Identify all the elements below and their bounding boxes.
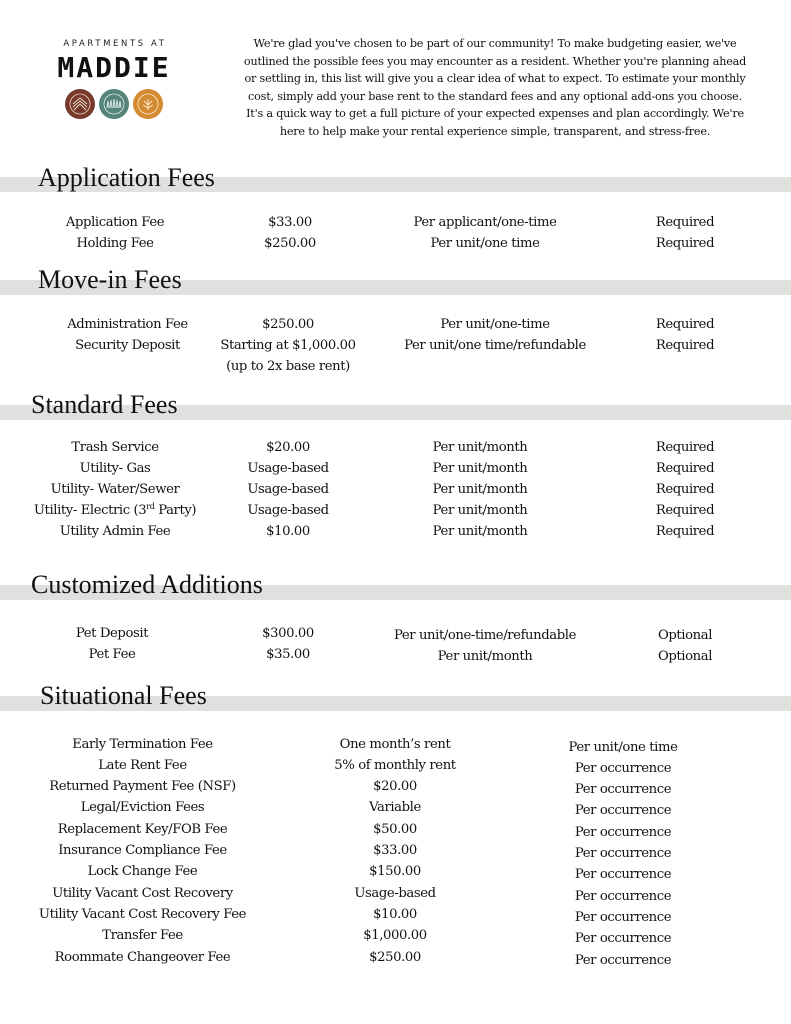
fee-status: Required [655, 440, 715, 455]
fee-name: Utility Admin Fee [59, 524, 171, 539]
fee-name: Lock Change Fee [87, 864, 198, 879]
fee-status: Required [655, 215, 715, 230]
section-title-application: Application Fees [38, 163, 215, 192]
fee-basis: Per unit/one time/refundable [404, 338, 586, 353]
fee-status: Required [655, 317, 715, 332]
fee-name: Late Rent Fee [98, 758, 187, 773]
fee-basis: Per occurrence [574, 889, 672, 904]
fee-name-prefix: Utility- Electric (3 [33, 503, 147, 518]
fee-basis: Per occurrence [574, 931, 672, 946]
fee-amount: $10.00 [373, 907, 417, 922]
fee-basis: Per unit/month [432, 482, 528, 497]
fee-status: Required [655, 503, 715, 518]
fee-status: Required [655, 461, 715, 476]
fee-amount: $20.00 [266, 440, 310, 455]
fee-amount: Variable [369, 800, 421, 815]
fee-amount: $300.00 [262, 626, 314, 641]
fee-basis: Per unit/one time [568, 740, 678, 755]
fee-basis: Per unit/one-time/refundable [393, 628, 577, 643]
fee-basis: Per occurrence [574, 846, 672, 861]
section-title-move-in: Move-in Fees [38, 265, 182, 294]
logo-subtitle: APARTMENTS AT [63, 39, 167, 49]
fee-basis: Per occurrence [574, 910, 672, 925]
fee-name [8, 500, 222, 521]
fee-amount: $20.00 [373, 779, 417, 794]
fee-basis: Per occurrence [574, 867, 672, 882]
fee-basis: Per unit/month [432, 503, 528, 518]
fee-amount: $1,000.00 [363, 928, 427, 943]
fee-name: Insurance Compliance Fee [58, 843, 227, 858]
fee-name: Application Fee [65, 215, 165, 230]
fee-name: Trash Service [71, 440, 159, 455]
fee-amount: $33.00 [373, 843, 417, 858]
fee-basis: Per occurrence [574, 761, 672, 776]
fee-name: Security Deposit [75, 338, 180, 353]
fee-basis: Per occurrence [574, 803, 672, 818]
fee-status: Required [655, 338, 715, 353]
fee-name: Administration Fee [67, 317, 188, 332]
fee-name: Utility Vacant Cost Recovery [52, 886, 233, 901]
logo [42, 38, 192, 119]
fee-name-suffix: Party) [154, 503, 197, 518]
fee-name-superscript: rd [146, 502, 155, 511]
fee-amount: Usage-based [354, 886, 436, 901]
fee-basis: Per unit/month [432, 461, 528, 476]
fee-status: Required [655, 482, 715, 497]
fee-name: Pet Deposit [75, 626, 149, 641]
fee-basis: Per unit/one time [430, 236, 540, 251]
fee-name: Transfer Fee [102, 928, 183, 943]
fee-amount: 5% of monthly rent [334, 758, 456, 773]
fee-name: Utility Vacant Cost Recovery Fee [38, 907, 247, 922]
fee-basis: Per unit/month [437, 649, 533, 664]
fee-name: Legal/Eviction Fees [80, 800, 205, 815]
fee-basis: Per unit/one-time [440, 317, 550, 332]
fee-basis: Per unit/month [432, 440, 528, 455]
logo-name: MADDIE [57, 51, 171, 84]
section-title-standard: Standard Fees [31, 390, 178, 419]
fee-basis: Per unit/month [432, 524, 528, 539]
fee-status: Optional [657, 628, 713, 643]
fee-amount: $33.00 [268, 215, 312, 230]
fee-basis: Per occurrence [574, 782, 672, 797]
fee-amount: $35.00 [266, 647, 310, 662]
section-title-situational: Situational Fees [40, 681, 207, 710]
plant-badge-icon [133, 89, 163, 119]
fee-status: Required [655, 524, 715, 539]
fee-status: Optional [657, 649, 713, 664]
grass-badge-icon [99, 89, 129, 119]
fee-name: Replacement Key/FOB Fee [57, 822, 228, 837]
fee-basis: Per occurrence [574, 953, 672, 968]
fee-name: Utility- Water/Sewer [50, 482, 180, 497]
fee-amount: Usage-based [247, 461, 329, 476]
chevron-badge-icon [65, 89, 95, 119]
fee-name: Returned Payment Fee (NSF) [49, 779, 236, 794]
fee-name: Roommate Changeover Fee [54, 950, 231, 965]
logo-badges [36, 89, 192, 119]
fee-basis: Per occurrence [574, 825, 672, 840]
fee-basis: Per applicant/one-time [413, 215, 557, 230]
fee-amount: $250.00 [264, 236, 316, 251]
fee-name: Holding Fee [76, 236, 154, 251]
fee-amount: One month’s rent [339, 737, 451, 752]
section-title-custom: Customized Additions [31, 570, 263, 599]
fee-amount: $250.00 [369, 950, 421, 965]
fee-name: Utility- Gas [79, 461, 151, 476]
intro-paragraph: We're glad you've chosen to be part of our community! To make budgeting easier, we've outlined the possible fees you may encounter as a resident. Whether you're planning ahead or settling in, this list will give you a clear idea of what to expect. To estimate your monthly cost, simply add your base rent to the standard fees and any optional add-ons you choose. It's a quick way to get a full picture of your expected expenses and plan accordingly. We're here to help make your rental experience simple, transparent, and stress-free. [243, 37, 747, 138]
fee-amount: $10.00 [266, 524, 310, 539]
fee-amount: Starting at $1,000.00 (up to 2x base rent) [220, 338, 356, 375]
fee-amount: Usage-based [247, 482, 329, 497]
fee-amount: $250.00 [262, 317, 314, 332]
fee-amount: $50.00 [373, 822, 417, 837]
fee-name: Early Termination Fee [72, 737, 213, 752]
fee-status: Required [655, 236, 715, 251]
fee-amount: Usage-based [247, 503, 329, 518]
fee-name: Pet Fee [88, 647, 136, 662]
fee-amount: $150.00 [369, 864, 421, 879]
